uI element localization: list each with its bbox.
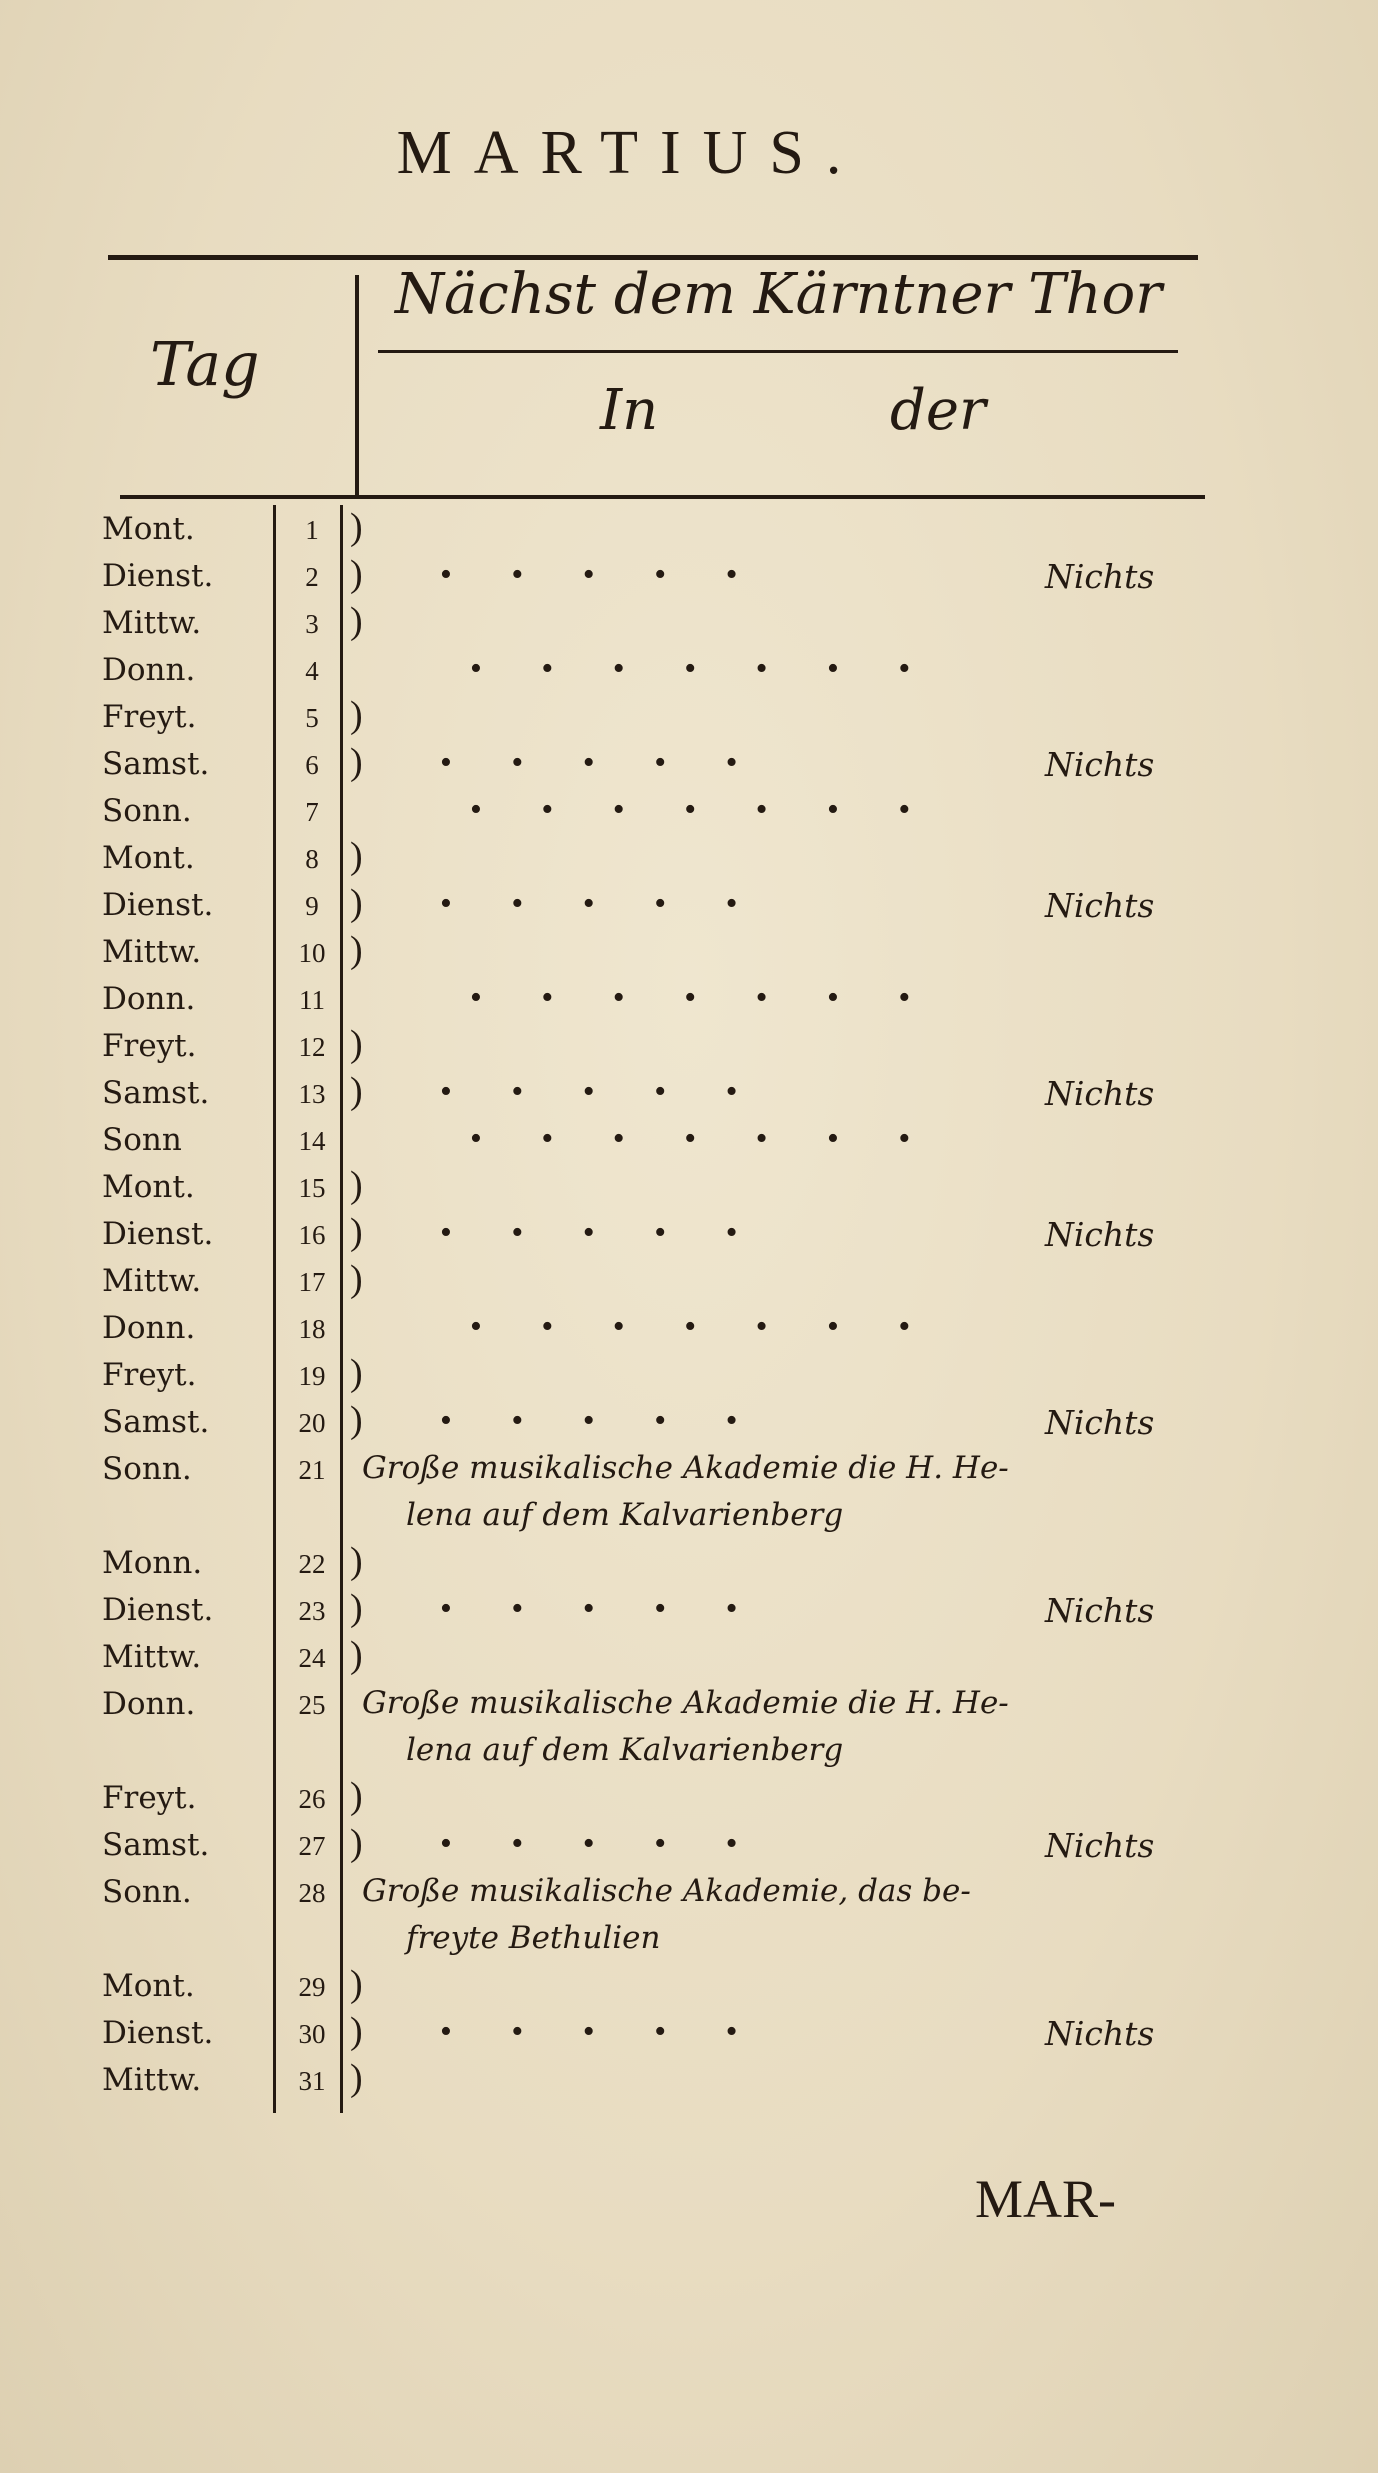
day-number: 28 (298, 1878, 326, 1908)
table-row (0, 1210, 1378, 1257)
table-row (0, 1351, 1378, 1398)
event-line: Große musikalische Akademie die H. He- (362, 1685, 1009, 1721)
table-row (0, 1586, 1378, 1633)
header-bottom-rule (120, 495, 1205, 499)
day-number: 16 (298, 1220, 326, 1250)
brace: ) (350, 1775, 363, 1817)
day-label: Donn. (102, 1686, 196, 1722)
day-label: Donn. (102, 981, 196, 1017)
catchword: MAR- (975, 2169, 1117, 2229)
table-row (0, 787, 1378, 834)
table-row (0, 1257, 1378, 1304)
table-row (0, 693, 1378, 740)
nichts-entry: Nichts (1045, 886, 1155, 925)
brace: ) (350, 2010, 363, 2052)
brace: ) (350, 553, 363, 595)
event-line: lena auf dem Kalvarienberg (406, 1732, 844, 1768)
brace: ) (350, 600, 363, 642)
table-row (0, 1304, 1378, 1351)
day-label: Sonn. (102, 1451, 192, 1487)
table-row (0, 928, 1378, 975)
brace: ) (350, 1540, 363, 1582)
day-number: 3 (305, 609, 319, 639)
table-row (0, 1868, 1378, 1962)
day-label: Mont. (102, 840, 195, 876)
day-number: 6 (305, 750, 319, 780)
day-label: Sonn. (102, 793, 192, 829)
day-label: Mont. (102, 1968, 195, 2004)
table-row (0, 975, 1378, 1022)
brace: ) (350, 1211, 363, 1253)
day-number: 10 (298, 938, 326, 968)
leader-dots: • • • • • • • (470, 1308, 911, 1345)
day-number: 4 (305, 656, 319, 686)
day-label: Samst. (102, 746, 210, 782)
header-divider (355, 275, 359, 495)
day-number: 7 (305, 797, 319, 827)
brace: ) (350, 506, 363, 548)
day-label: Samst. (102, 1404, 210, 1440)
day-label: Dienst. (102, 1216, 214, 1252)
table-row (0, 1821, 1378, 1868)
table-row (0, 599, 1378, 646)
event-line: Große musikalische Akademie die H. He- (362, 1450, 1009, 1486)
table-row (0, 1539, 1378, 1586)
day-label: Samst. (102, 1075, 210, 1111)
leader-dots: • • • • • (440, 1590, 738, 1627)
event-line: lena auf dem Kalvarienberg (406, 1497, 844, 1533)
brace: ) (350, 882, 363, 924)
brace: ) (350, 835, 363, 877)
day-number: 2 (305, 562, 319, 592)
brace: ) (350, 1164, 363, 1206)
day-number: 5 (305, 703, 319, 733)
brace: ) (350, 741, 363, 783)
leader-dots: • • • • • (440, 1214, 738, 1251)
event-text (362, 1680, 1282, 1774)
leader-dots: • • • • • • • (470, 1120, 911, 1157)
leader-dots: • • • • • • • (470, 791, 911, 828)
day-number: 15 (298, 1173, 326, 1203)
page-title: MARTIUS. (396, 119, 864, 187)
brace: ) (350, 1070, 363, 1112)
day-number: 11 (299, 985, 325, 1015)
table-row (0, 646, 1378, 693)
day-number: 31 (298, 2066, 326, 2096)
brace: ) (350, 1399, 363, 1441)
day-label: Mont. (102, 1169, 195, 1205)
day-number: 20 (298, 1408, 326, 1438)
day-label: Mittw. (102, 1263, 202, 1299)
event-line: freyte Bethulien (406, 1920, 661, 1956)
table-row (0, 1069, 1378, 1116)
day-number: 19 (298, 1361, 326, 1391)
day-number: 18 (298, 1314, 326, 1344)
day-label: Freyt. (102, 1028, 197, 1064)
nichts-entry: Nichts (1045, 1403, 1155, 1442)
day-label: Mittw. (102, 1639, 202, 1675)
day-number: 8 (305, 844, 319, 874)
day-number: 25 (298, 1690, 326, 1720)
day-number: 14 (298, 1126, 326, 1156)
nichts-entry: Nichts (1045, 1074, 1155, 1113)
table-row (0, 1163, 1378, 1210)
table-row (0, 505, 1378, 552)
table-row (0, 1633, 1378, 1680)
table-row (0, 740, 1378, 787)
table-row (0, 2056, 1378, 2103)
brace: ) (350, 1352, 363, 1394)
day-number: 17 (298, 1267, 326, 1297)
leader-dots: • • • • • • • (470, 650, 911, 687)
header-theatre: Nächst dem Kärntner Thor (395, 262, 1162, 327)
header-der: der (890, 378, 986, 443)
day-number: 21 (298, 1455, 326, 1485)
day-number: 26 (298, 1784, 326, 1814)
day-label: Dienst. (102, 2015, 214, 2051)
leader-dots: • • • • • • • (470, 979, 911, 1016)
table-row (0, 1962, 1378, 2009)
day-number: 13 (298, 1079, 326, 1109)
day-label: Mittw. (102, 2062, 202, 2098)
day-number: 29 (298, 1972, 326, 2002)
nichts-entry: Nichts (1045, 1591, 1155, 1630)
header-in: In (600, 378, 659, 443)
event-text (362, 1868, 1282, 1962)
table-row (0, 1022, 1378, 1069)
nichts-entry: Nichts (1045, 1826, 1155, 1865)
header-sub-rule (378, 350, 1178, 353)
brace: ) (350, 1587, 363, 1629)
day-label: Monn. (102, 1545, 203, 1581)
day-label: Samst. (102, 1827, 210, 1863)
table-row (0, 552, 1378, 599)
day-label: Mittw. (102, 934, 202, 970)
leader-dots: • • • • • (440, 1073, 738, 1110)
day-label: Mont. (102, 511, 195, 547)
day-number: 22 (298, 1549, 326, 1579)
day-label: Dienst. (102, 887, 214, 923)
day-number: 9 (305, 891, 319, 921)
day-label: Freyt. (102, 1357, 197, 1393)
nichts-entry: Nichts (1045, 2014, 1155, 2053)
leader-dots: • • • • • (440, 744, 738, 781)
day-label: Freyt. (102, 1780, 197, 1816)
leader-dots: • • • • • (440, 556, 738, 593)
day-number: 30 (298, 2019, 326, 2049)
day-number: 23 (298, 1596, 326, 1626)
brace: ) (350, 1258, 363, 1300)
table-row (0, 1680, 1378, 1774)
leader-dots: • • • • • (440, 2013, 738, 2050)
day-number: 27 (298, 1831, 326, 1861)
brace: ) (350, 929, 363, 971)
header-top-rule (108, 255, 1198, 260)
table-row (0, 834, 1378, 881)
event-line: Große musikalische Akademie, das be- (362, 1873, 971, 1909)
day-number: 1 (305, 515, 319, 545)
day-label: Mittw. (102, 605, 202, 641)
table-row (0, 1445, 1378, 1539)
day-number: 24 (298, 1643, 326, 1673)
brace: ) (350, 2057, 363, 2099)
table-row (0, 2009, 1378, 2056)
table-row (0, 1116, 1378, 1163)
day-label: Dienst. (102, 558, 214, 594)
nichts-entry: Nichts (1045, 745, 1155, 784)
brace: ) (350, 1634, 363, 1676)
leader-dots: • • • • • (440, 885, 738, 922)
day-label: Donn. (102, 652, 196, 688)
day-label: Sonn (102, 1122, 182, 1158)
table-row (0, 1774, 1378, 1821)
event-text (362, 1445, 1282, 1539)
leader-dots: • • • • • (440, 1825, 738, 1862)
header-tag: Tag (150, 330, 260, 400)
table-row (0, 1398, 1378, 1445)
day-label: Dienst. (102, 1592, 214, 1628)
table-row (0, 881, 1378, 928)
brace: ) (350, 1023, 363, 1065)
day-label: Donn. (102, 1310, 196, 1346)
brace: ) (350, 1822, 363, 1864)
day-label: Freyt. (102, 699, 197, 735)
nichts-entry: Nichts (1045, 1215, 1155, 1254)
day-label: Sonn. (102, 1874, 192, 1910)
brace: ) (350, 1963, 363, 2005)
brace: ) (350, 694, 363, 736)
nichts-entry: Nichts (1045, 557, 1155, 596)
day-number: 12 (298, 1032, 326, 1062)
leader-dots: • • • • • (440, 1402, 738, 1439)
